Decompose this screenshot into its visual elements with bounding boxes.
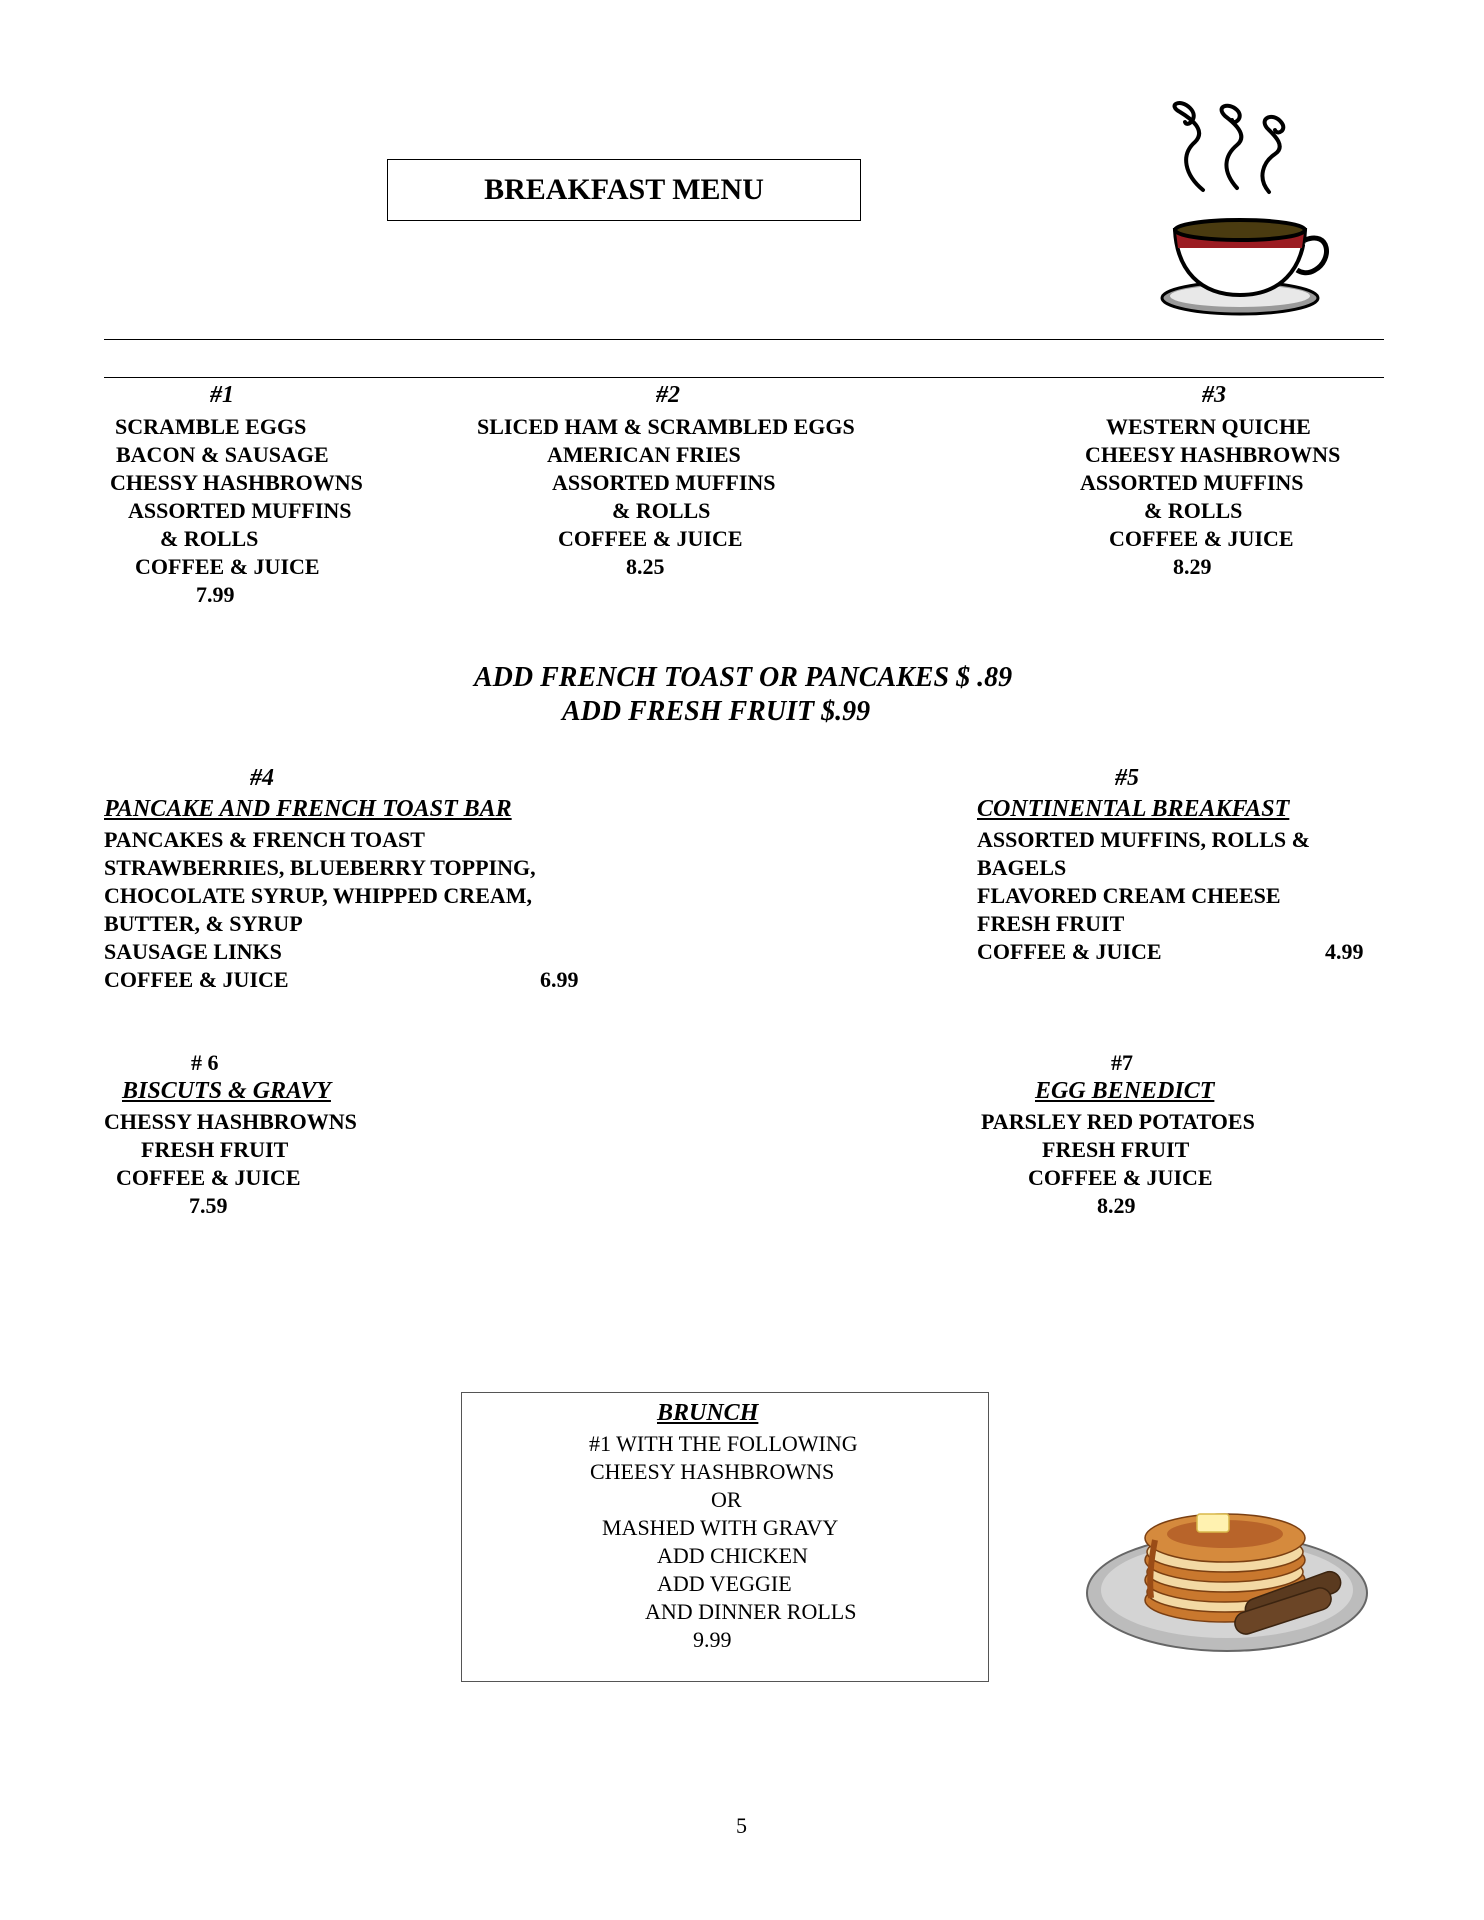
item-7-line: FRESH FRUIT [1042,1137,1190,1162]
item-1-number: #1 [210,382,234,408]
addon-line: ADD FRESH FRUIT $.99 [562,696,871,727]
item-4-line: BUTTER, & SYRUP [104,911,303,936]
item-6-line: CHESSY HASHBROWNS [104,1109,357,1134]
item-2-price: 8.25 [626,554,665,579]
item-1-price: 7.99 [196,582,235,607]
item-1-line: SCRAMBLE EGGS [115,414,307,439]
item-4-line: SAUSAGE LINKS [104,939,282,964]
item-7-title: EGG BENEDICT [1035,1078,1215,1104]
item-1-line: BACON & SAUSAGE [116,442,329,467]
item-4-price: 6.99 [540,967,579,992]
item-1-line: & ROLLS [160,526,259,551]
item-6-title: BISCUTS & GRAVY [122,1078,331,1104]
divider-top [104,339,1384,340]
item-2-line: SLICED HAM & SCRAMBLED EGGS [477,414,855,439]
item-5-title: CONTINENTAL BREAKFAST [977,796,1290,822]
item-1-line: ASSORTED MUFFINS [128,498,352,523]
pancake-plate-icon [1085,1480,1375,1655]
item-3-line: CHEESY HASHBROWNS [1085,442,1341,467]
brunch-line: ADD CHICKEN [657,1543,808,1568]
item-6-line: COFFEE & JUICE [116,1165,301,1190]
item-2-number: #2 [656,382,680,408]
item-2-line: ASSORTED MUFFINS [552,470,776,495]
brunch-line: MASHED WITH GRAVY [602,1515,839,1540]
item-2-line: & ROLLS [612,498,711,523]
item-3-line: COFFEE & JUICE [1109,526,1294,551]
page-number: 5 [736,1813,747,1838]
brunch-line: AND DINNER ROLLS [645,1599,857,1624]
divider-bottom [104,377,1384,378]
item-6-price: 7.59 [189,1193,228,1218]
item-5-number: #5 [1115,765,1139,791]
item-1-line: COFFEE & JUICE [135,554,320,579]
item-7-number: #7 [1111,1050,1133,1075]
item-7-line: PARSLEY RED POTATOES [981,1109,1255,1134]
addon-line: ADD FRENCH TOAST OR PANCAKES $ .89 [474,662,1013,693]
brunch-title: BRUNCH [657,1400,759,1426]
item-5-line: FLAVORED CREAM CHEESE [977,883,1281,908]
item-4-line: CHOCOLATE SYRUP, WHIPPED CREAM, [104,883,533,908]
item-7-price: 8.29 [1097,1193,1136,1218]
item-5-line: COFFEE & JUICE [977,939,1162,964]
brunch-price: 9.99 [693,1627,732,1652]
item-5-price: 4.99 [1325,939,1364,964]
menu-title: BREAKFAST MENU [484,173,764,206]
item-4-line: STRAWBERRIES, BLUEBERRY TOPPING, [104,855,536,880]
item-4-line: PANCAKES & FRENCH TOAST [104,827,425,852]
item-1-line: CHESSY HASHBROWNS [110,470,363,495]
item-5-line: FRESH FRUIT [977,911,1125,936]
item-2-line: AMERICAN FRIES [547,442,741,467]
item-4-title: PANCAKE AND FRENCH TOAST BAR [104,796,512,822]
coffee-cup-icon [1145,100,1335,330]
item-3-line: & ROLLS [1144,498,1243,523]
item-3-price: 8.29 [1173,554,1212,579]
item-6-number: # 6 [191,1050,219,1075]
brunch-line: ADD VEGGIE [657,1571,792,1596]
item-2-line: COFFEE & JUICE [558,526,743,551]
item-5-line: ASSORTED MUFFINS, ROLLS & [977,827,1310,852]
item-3-line: WESTERN QUICHE [1106,414,1311,439]
brunch-line: #1 WITH THE FOLLOWING [589,1431,858,1456]
item-4-line: COFFEE & JUICE [104,967,289,992]
item-6-line: FRESH FRUIT [141,1137,289,1162]
item-7-line: COFFEE & JUICE [1028,1165,1213,1190]
item-5-line: BAGELS [977,855,1067,880]
brunch-line: CHEESY HASHBROWNS [590,1459,835,1484]
item-3-number: #3 [1202,382,1226,408]
item-4-number: #4 [250,765,274,791]
brunch-line: OR [711,1487,742,1512]
item-3-line: ASSORTED MUFFINS [1080,470,1304,495]
menu-title-box [387,159,861,221]
